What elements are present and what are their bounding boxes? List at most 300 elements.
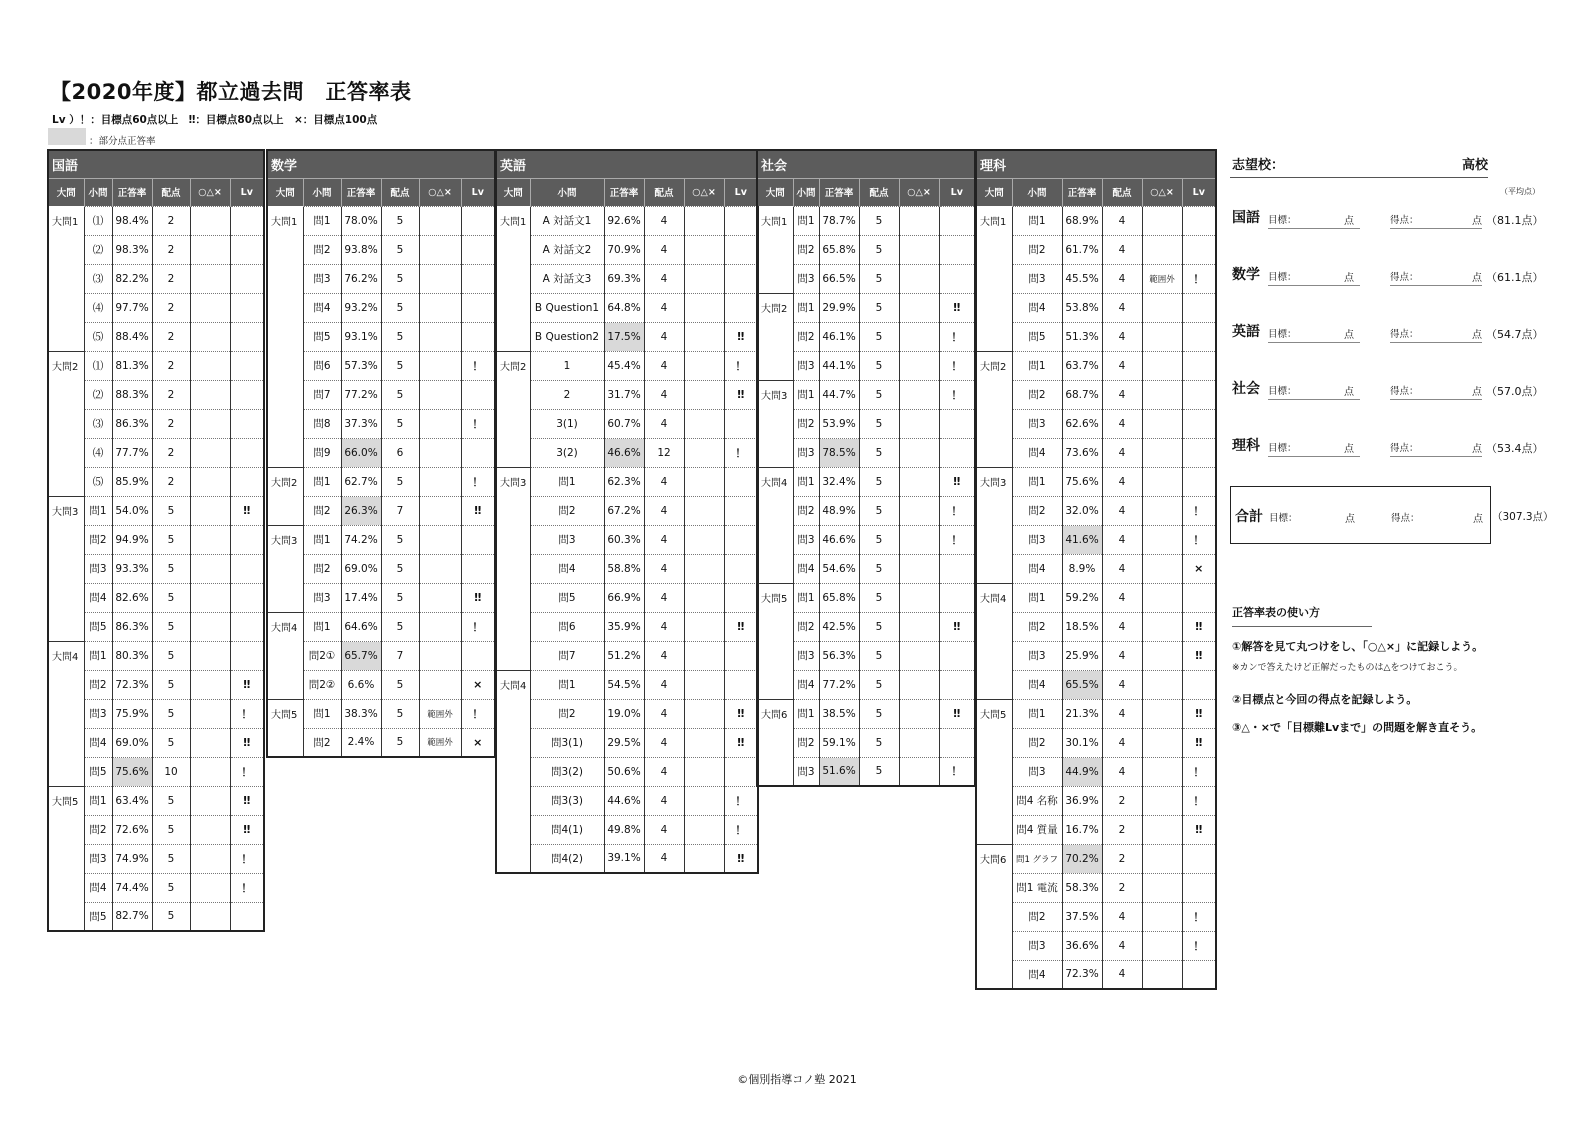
rate-cell: 72.6% — [112, 815, 152, 844]
mark-cell[interactable] — [190, 351, 230, 380]
rate-cell: 53.8% — [1062, 293, 1102, 322]
points-cell: 5 — [859, 583, 899, 612]
table-row — [976, 264, 1216, 293]
mark-cell[interactable] — [684, 264, 724, 293]
question-cell: ⑴ — [84, 206, 112, 235]
table-row — [757, 699, 975, 728]
table-row — [976, 409, 1216, 438]
table-row — [267, 612, 495, 641]
rate-cell: 86.3% — [112, 409, 152, 438]
question-cell: 問3(1) — [530, 728, 604, 757]
rate-cell: 75.6% — [1062, 467, 1102, 496]
rate-cell: 64.8% — [604, 293, 644, 322]
daimon-cell — [267, 293, 303, 322]
mark-cell[interactable] — [190, 757, 230, 786]
mark-cell[interactable] — [190, 902, 230, 931]
mark-cell[interactable] — [1142, 293, 1182, 322]
mark-cell[interactable] — [684, 467, 724, 496]
daimon-cell: 大問2 — [976, 351, 1012, 380]
mark-cell[interactable] — [190, 815, 230, 844]
rate-cell: 29.9% — [819, 293, 859, 322]
mark-cell[interactable] — [1142, 467, 1182, 496]
mark-cell[interactable] — [190, 612, 230, 641]
mark-cell[interactable] — [1142, 206, 1182, 235]
column-header-rate: 正答率 — [604, 178, 644, 206]
rate-cell: 49.8% — [604, 815, 644, 844]
mark-cell[interactable] — [190, 264, 230, 293]
mark-cell[interactable] — [419, 583, 461, 612]
score-input-line — [1390, 342, 1482, 343]
subject-title: 数学 — [267, 150, 495, 178]
mark-cell[interactable] — [1142, 554, 1182, 583]
mark-cell[interactable] — [684, 438, 724, 467]
mark-cell[interactable] — [1142, 235, 1182, 264]
lv-cell: ！ — [230, 757, 264, 786]
score-row-1[interactable] — [1230, 260, 1575, 290]
rate-cell: 92.6% — [604, 206, 644, 235]
rate-cell: 70.9% — [604, 235, 644, 264]
table-row — [496, 815, 758, 844]
mark-cell[interactable] — [684, 612, 724, 641]
column-header-points: 配点 — [152, 178, 190, 206]
mark-cell[interactable] — [899, 670, 939, 699]
lv-cell: ！ — [1182, 264, 1216, 293]
question-cell: 問1 — [793, 467, 819, 496]
points-cell: 5 — [381, 554, 419, 583]
mark-cell[interactable] — [899, 525, 939, 554]
total-score-box[interactable] — [1230, 486, 1491, 544]
points-cell: 4 — [644, 670, 684, 699]
howto-step-3: ③△・×で「目標難Lvまで」の問題を解き直そう。 — [1232, 721, 1483, 734]
mark-cell[interactable] — [190, 206, 230, 235]
mark-cell[interactable] — [419, 525, 461, 554]
mark-cell[interactable] — [899, 293, 939, 322]
mark-cell[interactable] — [899, 322, 939, 351]
mark-cell[interactable] — [684, 641, 724, 670]
mark-cell[interactable] — [1142, 728, 1182, 757]
mark-cell[interactable] — [684, 409, 724, 438]
question-cell: 2 — [530, 380, 604, 409]
question-cell: B Question1 — [530, 293, 604, 322]
lv-cell: ‼ — [461, 583, 495, 612]
lv-cell: × — [1182, 554, 1216, 583]
points-cell: 5 — [381, 525, 419, 554]
lv-cell: ！ — [939, 322, 975, 351]
points-cell: 5 — [859, 467, 899, 496]
mark-cell[interactable]: 範囲外 — [419, 699, 461, 728]
mark-cell[interactable] — [684, 351, 724, 380]
daimon-cell — [976, 235, 1012, 264]
lv-cell: ！ — [1182, 902, 1216, 931]
daimon-cell — [48, 554, 84, 583]
score-row-2[interactable] — [1230, 317, 1575, 347]
rate-cell: 29.5% — [604, 728, 644, 757]
table-row — [976, 235, 1216, 264]
lv-cell: ！ — [724, 438, 758, 467]
mark-cell[interactable] — [1142, 931, 1182, 960]
daimon-cell — [48, 235, 84, 264]
column-header-daimon: 大問 — [976, 178, 1012, 206]
lv-cell: ‼ — [461, 496, 495, 525]
daimon-cell — [267, 351, 303, 380]
mark-cell[interactable] — [899, 264, 939, 293]
mark-cell[interactable]: 範囲外 — [419, 728, 461, 757]
rate-cell: 25.9% — [1062, 641, 1102, 670]
mark-cell[interactable] — [190, 699, 230, 728]
mark-cell[interactable] — [419, 438, 461, 467]
score-row-3[interactable] — [1230, 374, 1575, 404]
daimon-cell — [976, 641, 1012, 670]
mark-cell[interactable] — [684, 206, 724, 235]
question-cell: 問4 — [1012, 438, 1062, 467]
mark-cell[interactable] — [899, 409, 939, 438]
table-row — [976, 815, 1216, 844]
table-row — [496, 612, 758, 641]
points-cell: 5 — [859, 322, 899, 351]
mark-cell[interactable] — [419, 264, 461, 293]
mark-cell[interactable] — [899, 554, 939, 583]
points-cell: 5 — [152, 612, 190, 641]
table-row — [757, 322, 975, 351]
lv-cell — [461, 293, 495, 322]
table-row — [48, 351, 264, 380]
mark-cell[interactable] — [1142, 641, 1182, 670]
points-cell: 4 — [1102, 380, 1142, 409]
lv-cell: ！ — [461, 612, 495, 641]
question-cell: 問4 — [1012, 554, 1062, 583]
points-cell: 4 — [644, 380, 684, 409]
mark-cell[interactable] — [899, 728, 939, 757]
points-cell: 5 — [152, 902, 190, 931]
mark-cell[interactable] — [899, 757, 939, 786]
mark-cell[interactable] — [190, 293, 230, 322]
daimon-cell — [757, 641, 793, 670]
lv-cell — [939, 438, 975, 467]
daimon-cell — [48, 728, 84, 757]
rate-cell: 67.2% — [604, 496, 644, 525]
daimon-cell: 大問4 — [267, 612, 303, 641]
lv-cell: ‼ — [939, 699, 975, 728]
table-row — [976, 496, 1216, 525]
column-header-lv: Lv — [724, 178, 758, 206]
question-cell: ⑷ — [84, 438, 112, 467]
lv-cell: ‼ — [724, 728, 758, 757]
daimon-cell — [496, 525, 530, 554]
daimon-cell: 大問1 — [496, 206, 530, 235]
daimon-cell — [48, 670, 84, 699]
mark-cell[interactable] — [899, 438, 939, 467]
mark-cell[interactable] — [190, 496, 230, 525]
mark-cell[interactable] — [419, 670, 461, 699]
mark-cell[interactable] — [190, 786, 230, 815]
points-cell: 4 — [644, 583, 684, 612]
mark-cell[interactable] — [684, 293, 724, 322]
mark-cell[interactable] — [1142, 873, 1182, 902]
score-row-4[interactable] — [1230, 431, 1575, 461]
average-note: （平均点） — [1500, 187, 1540, 196]
rate-cell: 80.3% — [112, 641, 152, 670]
table-row — [48, 554, 264, 583]
lv-cell — [1182, 235, 1216, 264]
table-row — [976, 525, 1216, 554]
mark-cell[interactable] — [1142, 815, 1182, 844]
mark-cell[interactable] — [684, 699, 724, 728]
mark-cell[interactable] — [899, 699, 939, 728]
mark-cell[interactable] — [190, 873, 230, 902]
mark-cell[interactable] — [684, 235, 724, 264]
table-row — [496, 525, 758, 554]
table-row — [496, 235, 758, 264]
mark-cell[interactable] — [190, 554, 230, 583]
lv-cell: ‼ — [230, 786, 264, 815]
mark-cell[interactable] — [1142, 496, 1182, 525]
points-cell: 4 — [644, 322, 684, 351]
lv-cell — [724, 670, 758, 699]
daimon-cell: 大問2 — [757, 293, 793, 322]
table-row — [267, 438, 495, 467]
question-cell: ⑶ — [84, 409, 112, 438]
table-row — [976, 786, 1216, 815]
rate-cell: 54.6% — [819, 554, 859, 583]
question-cell: ⑵ — [84, 380, 112, 409]
mark-cell[interactable] — [1142, 351, 1182, 380]
lv-cell — [939, 641, 975, 670]
rate-cell: 53.9% — [819, 409, 859, 438]
mark-cell[interactable] — [190, 728, 230, 757]
mark-cell[interactable] — [190, 670, 230, 699]
table-row — [48, 699, 264, 728]
mark-cell[interactable] — [190, 583, 230, 612]
rate-cell: 45.5% — [1062, 264, 1102, 293]
mark-cell[interactable] — [684, 380, 724, 409]
daimon-cell — [976, 786, 1012, 815]
mark-cell[interactable] — [684, 670, 724, 699]
rate-cell: 76.2% — [341, 264, 381, 293]
score-unit: 点 — [1472, 216, 1482, 227]
rate-cell-partial: 66.0% — [341, 438, 381, 467]
mark-cell[interactable] — [684, 844, 724, 873]
target-unit: 点 — [1344, 444, 1354, 455]
points-cell: 5 — [381, 264, 419, 293]
table-row — [496, 844, 758, 873]
score-label: 得点： — [1390, 386, 1419, 397]
table-row — [267, 206, 495, 235]
rate-cell: 44.7% — [819, 380, 859, 409]
lv-cell — [230, 467, 264, 496]
mark-cell[interactable] — [190, 641, 230, 670]
mark-cell[interactable] — [684, 525, 724, 554]
mark-cell[interactable] — [190, 467, 230, 496]
mark-cell[interactable] — [684, 757, 724, 786]
table-row — [48, 786, 264, 815]
mark-cell[interactable] — [419, 409, 461, 438]
rate-cell: 94.9% — [112, 525, 152, 554]
mark-cell[interactable] — [419, 293, 461, 322]
points-cell: 5 — [152, 786, 190, 815]
mark-cell[interactable] — [899, 467, 939, 496]
lv-cell — [1182, 844, 1216, 873]
mark-cell[interactable] — [899, 206, 939, 235]
rate-cell: 66.5% — [819, 264, 859, 293]
lv-cell: ！ — [939, 757, 975, 786]
mark-cell[interactable] — [190, 438, 230, 467]
rate-cell: 45.4% — [604, 351, 644, 380]
mark-cell[interactable] — [899, 351, 939, 380]
mark-cell[interactable] — [1142, 757, 1182, 786]
target-unit: 点 — [1344, 216, 1354, 227]
lv-cell: ‼ — [1182, 641, 1216, 670]
question-cell: 問1 — [303, 206, 341, 235]
daimon-cell — [757, 554, 793, 583]
mark-cell[interactable] — [899, 380, 939, 409]
table-row — [496, 206, 758, 235]
mark-cell[interactable] — [899, 583, 939, 612]
mark-cell[interactable] — [419, 467, 461, 496]
rate-cell: 98.3% — [112, 235, 152, 264]
mark-cell[interactable] — [419, 322, 461, 351]
score-panel — [1230, 148, 1575, 568]
mark-cell[interactable] — [1142, 670, 1182, 699]
points-cell: 5 — [381, 699, 419, 728]
points-cell: 5 — [859, 438, 899, 467]
mark-cell[interactable] — [1142, 699, 1182, 728]
mark-cell[interactable]: 範囲外 — [1142, 264, 1182, 293]
column-header-lv: Lv — [939, 178, 975, 206]
question-cell: 問1 — [1012, 206, 1062, 235]
rate-cell: 42.5% — [819, 612, 859, 641]
mark-cell[interactable] — [190, 380, 230, 409]
mark-cell[interactable] — [1142, 525, 1182, 554]
rate-cell-partial: 70.2% — [1062, 844, 1102, 873]
lv-cell — [939, 409, 975, 438]
points-cell: 5 — [152, 728, 190, 757]
daimon-cell: 大問5 — [757, 583, 793, 612]
points-cell: 5 — [381, 206, 419, 235]
points-cell: 5 — [381, 612, 419, 641]
table-row — [757, 235, 975, 264]
daimon-cell: 大問3 — [267, 525, 303, 554]
question-cell: 問4 名称 — [1012, 786, 1062, 815]
mark-cell[interactable] — [899, 612, 939, 641]
rate-cell: 93.2% — [341, 293, 381, 322]
mark-cell[interactable] — [1142, 409, 1182, 438]
daimon-cell — [267, 409, 303, 438]
table-row — [757, 728, 975, 757]
lv-cell — [1182, 409, 1216, 438]
target-input-line — [1268, 456, 1360, 457]
target-input-line — [1268, 342, 1360, 343]
question-cell: 問2 — [1012, 728, 1062, 757]
score-row-0[interactable] — [1230, 203, 1575, 233]
mark-cell[interactable] — [899, 496, 939, 525]
mark-cell[interactable] — [1142, 438, 1182, 467]
rate-cell-partial: 51.6% — [819, 757, 859, 786]
rate-cell: 51.3% — [1062, 322, 1102, 351]
table-row — [757, 438, 975, 467]
rate-cell: 65.8% — [819, 583, 859, 612]
mark-cell[interactable] — [1142, 322, 1182, 351]
mark-cell[interactable] — [190, 322, 230, 351]
mark-cell[interactable] — [684, 554, 724, 583]
table-row — [267, 322, 495, 351]
mark-cell[interactable] — [684, 815, 724, 844]
table-rika — [975, 149, 1217, 990]
school-suffix: 高校 — [1461, 158, 1488, 173]
lv-cell — [461, 235, 495, 264]
mark-cell[interactable] — [1142, 380, 1182, 409]
mark-cell[interactable] — [684, 496, 724, 525]
mark-cell[interactable] — [684, 786, 724, 815]
points-cell: 2 — [1102, 873, 1142, 902]
mark-cell[interactable] — [419, 496, 461, 525]
mark-cell[interactable] — [1142, 844, 1182, 873]
mark-cell[interactable] — [419, 351, 461, 380]
mark-cell[interactable] — [684, 728, 724, 757]
daimon-cell — [496, 409, 530, 438]
column-header-rate: 正答率 — [112, 178, 152, 206]
table-row — [496, 351, 758, 380]
table-row — [48, 206, 264, 235]
column-header-points: 配点 — [381, 178, 419, 206]
question-cell: 問2 — [84, 670, 112, 699]
mark-cell[interactable] — [684, 322, 724, 351]
mark-cell[interactable] — [419, 554, 461, 583]
question-cell: 問4 — [84, 583, 112, 612]
mark-cell[interactable] — [419, 235, 461, 264]
mark-cell[interactable] — [190, 844, 230, 873]
mark-cell[interactable] — [1142, 583, 1182, 612]
daimon-cell — [757, 409, 793, 438]
daimon-cell — [976, 496, 1012, 525]
mark-cell[interactable] — [419, 641, 461, 670]
mark-cell[interactable] — [899, 641, 939, 670]
mark-cell[interactable] — [1142, 960, 1182, 989]
column-header-mark: ○△× — [419, 178, 461, 206]
mark-cell[interactable] — [190, 409, 230, 438]
daimon-cell — [48, 438, 84, 467]
table-row — [267, 728, 495, 757]
points-cell: 5 — [859, 554, 899, 583]
points-cell: 5 — [859, 351, 899, 380]
points-cell: 4 — [1102, 235, 1142, 264]
rate-cell: 97.7% — [112, 293, 152, 322]
mark-cell[interactable] — [1142, 902, 1182, 931]
table-row — [757, 612, 975, 641]
mark-cell[interactable] — [419, 612, 461, 641]
school-field[interactable] — [1230, 148, 1488, 178]
question-cell: 問2 — [303, 554, 341, 583]
question-cell: 問1 — [793, 583, 819, 612]
question-cell: 問5 — [84, 757, 112, 786]
daimon-cell — [976, 293, 1012, 322]
mark-cell[interactable] — [190, 235, 230, 264]
mark-cell[interactable] — [899, 235, 939, 264]
mark-cell[interactable] — [419, 206, 461, 235]
lv-cell — [1182, 583, 1216, 612]
table-row — [976, 844, 1216, 873]
daimon-cell — [48, 757, 84, 786]
mark-cell[interactable] — [1142, 786, 1182, 815]
points-cell: 5 — [859, 264, 899, 293]
table-row — [48, 583, 264, 612]
question-cell: 問3 — [84, 844, 112, 873]
mark-cell[interactable] — [419, 380, 461, 409]
mark-cell[interactable] — [190, 525, 230, 554]
mark-cell[interactable] — [684, 583, 724, 612]
mark-cell[interactable] — [1142, 612, 1182, 641]
lv-cell — [724, 583, 758, 612]
table-row — [496, 409, 758, 438]
